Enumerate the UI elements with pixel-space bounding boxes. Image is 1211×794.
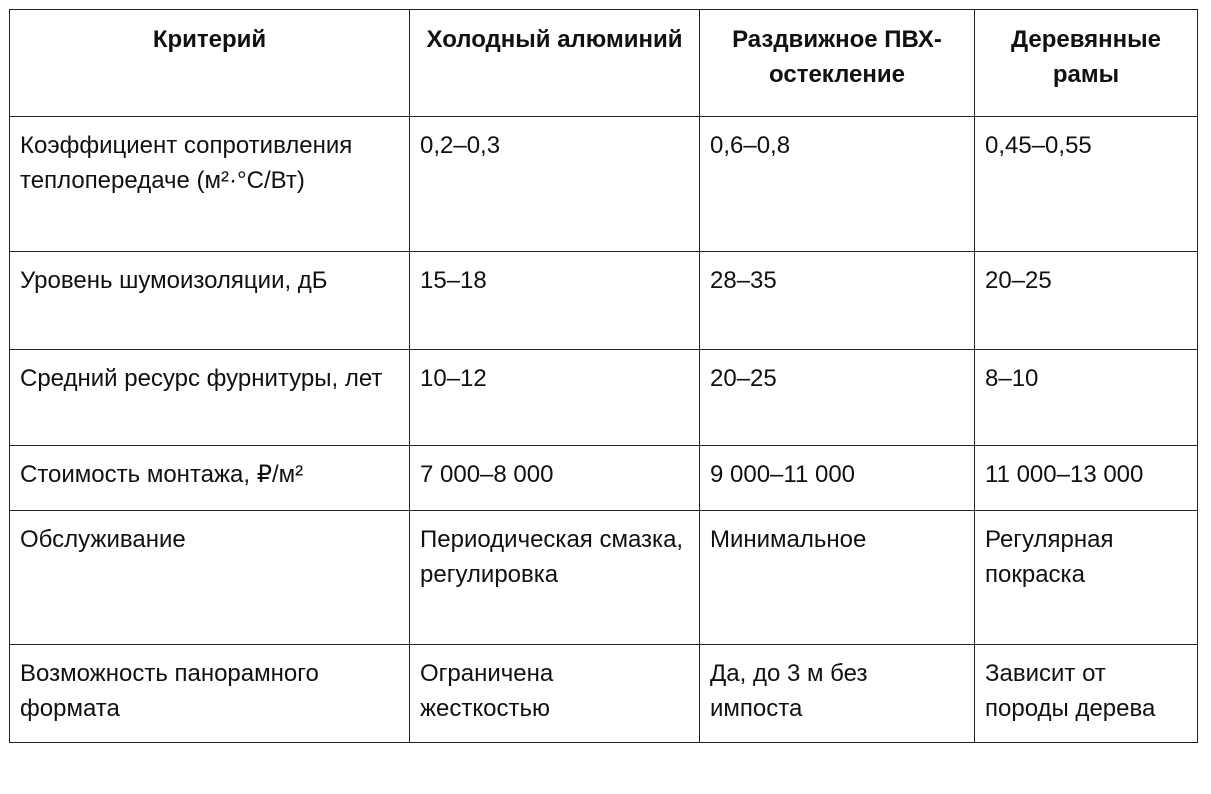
- row-criterion: Обслуживание: [10, 511, 410, 645]
- cell-wooden-frames: 11 000–13 000: [975, 446, 1198, 511]
- cell-cold-aluminum: 10–12: [410, 350, 700, 446]
- cell-wooden-frames: 0,45–0,55: [975, 117, 1198, 252]
- header-sliding-pvc: Раздвижное ПВХ-остекление: [700, 10, 975, 117]
- cell-cold-aluminum: Периодическая смазка, регулировка: [410, 511, 700, 645]
- cell-sliding-pvc: Минимальное: [700, 511, 975, 645]
- row-criterion: Стоимость монтажа, ₽/м²: [10, 446, 410, 511]
- cell-sliding-pvc: 20–25: [700, 350, 975, 446]
- cell-cold-aluminum: 7 000–8 000: [410, 446, 700, 511]
- cell-wooden-frames: 20–25: [975, 252, 1198, 350]
- table-row: [10, 117, 1198, 252]
- cell-cold-aluminum: 15–18: [410, 252, 700, 350]
- row-criterion: Уровень шумоизоляции, дБ: [10, 252, 410, 350]
- table-row: [10, 252, 1198, 350]
- table-header-row: [10, 10, 1198, 117]
- cell-wooden-frames: 8–10: [975, 350, 1198, 446]
- cell-cold-aluminum: 0,2–0,3: [410, 117, 700, 252]
- table-row: [10, 350, 1198, 446]
- header-cold-aluminum: Холодный алюминий: [410, 10, 700, 117]
- table-row: [10, 446, 1198, 511]
- cell-sliding-pvc: 0,6–0,8: [700, 117, 975, 252]
- header-wooden-frames: Деревянные рамы: [975, 10, 1198, 117]
- cell-wooden-frames: Регулярная покраска: [975, 511, 1198, 645]
- row-criterion: Возможность панорамного формата: [10, 645, 410, 743]
- row-criterion: Коэффициент сопротивления теплопередаче (м²·°С/Вт): [10, 117, 410, 252]
- table-row: [10, 511, 1198, 645]
- cell-wooden-frames: Зависит от породы дерева: [975, 645, 1198, 743]
- row-criterion: Средний ресурс фурнитуры, лет: [10, 350, 410, 446]
- table-row: [10, 645, 1198, 743]
- cell-sliding-pvc: Да, до 3 м без импоста: [700, 645, 975, 743]
- cell-sliding-pvc: 9 000–11 000: [700, 446, 975, 511]
- header-criterion: Критерий: [10, 10, 410, 117]
- comparison-table: [9, 9, 1198, 743]
- cell-sliding-pvc: 28–35: [700, 252, 975, 350]
- cell-cold-aluminum: Ограничена жесткостью: [410, 645, 700, 743]
